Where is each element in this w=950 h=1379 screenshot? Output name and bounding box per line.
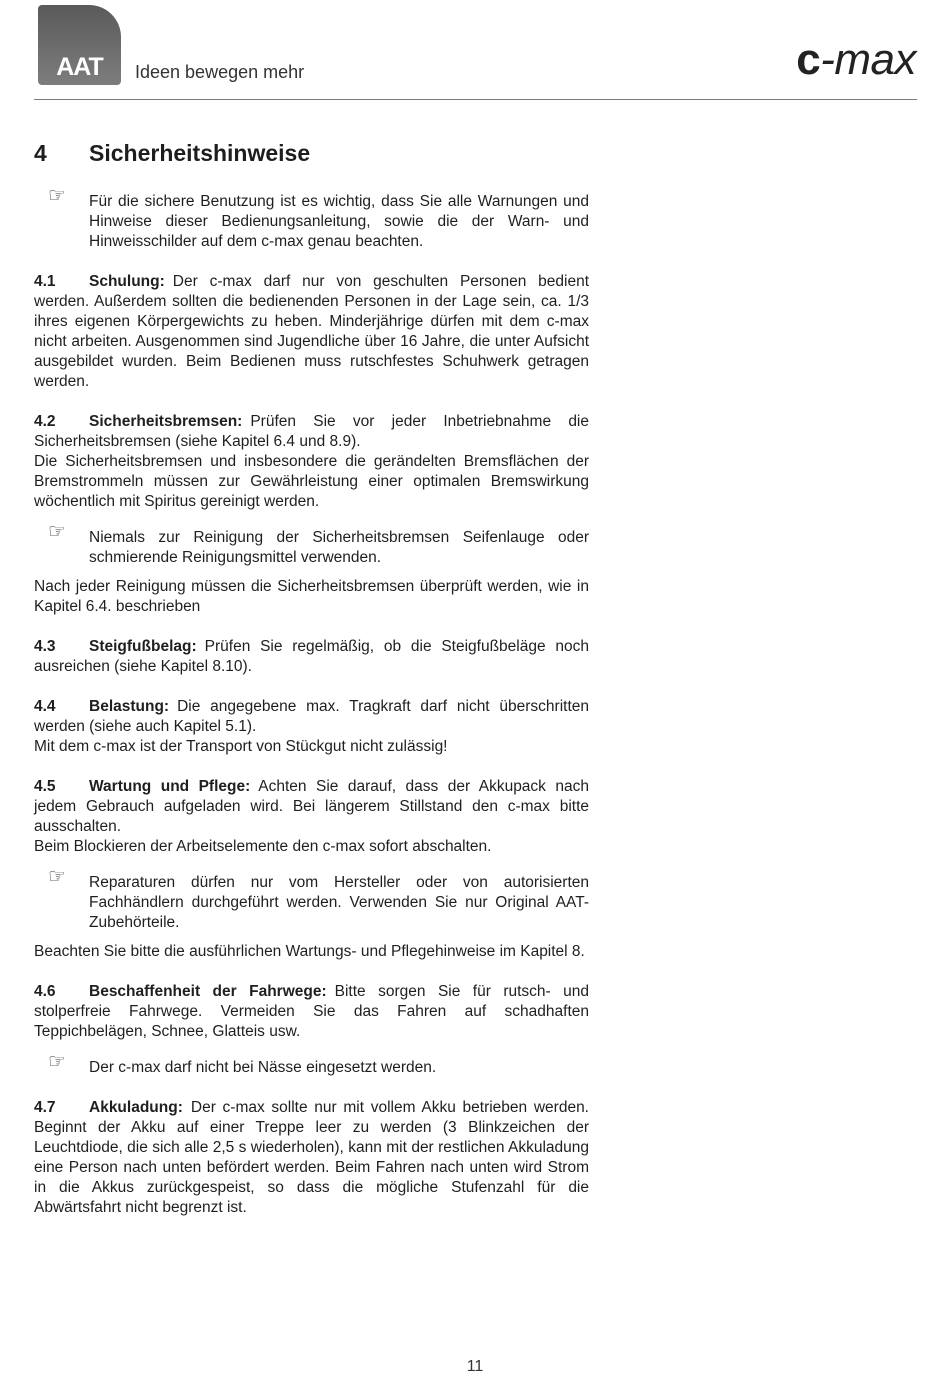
section-text: Achten Sie darauf, dass der Akkupack nach jedem Gebrauch aufgeladen wird. Bei längerem Stillstand den c-max bitte ausschalten. <box>34 778 589 835</box>
section-4-4 <box>34 697 589 757</box>
section-number: 4.6 <box>34 983 56 1000</box>
section-title: Wartung und Pflege: <box>89 778 251 795</box>
section-number: 4.7 <box>34 1099 56 1116</box>
note-text: Reparaturen dürfen nur vom Hersteller oder von autorisierten Fachhändlern durchgeführt werden. Verwenden Sie nur Original AAT-Zubehörteile. <box>89 874 589 931</box>
note-text: Der c-max darf nicht bei Nässe eingesetzt werden. <box>89 1059 437 1076</box>
section-paragraph: Die Sicherheitsbremsen und insbesondere die gerändelten Bremsflächen der Bremstrommeln müssen zur Gewährleistung einer optimalen Bremswirkung wöchentlich mit Spiritus gereinigt werden. <box>34 453 589 510</box>
brake-check-paragraph: Nach jeder Reinigung müssen die Sicherheitsbremsen überprüft werden, wie in Kapitel 6.4. beschrieben <box>34 578 589 615</box>
section-title: Steigfußbelag: <box>89 638 197 655</box>
section-4-3 <box>34 637 589 677</box>
note-text: Niemals zur Reinigung der Sicherheitsbremsen Seifenlauge oder schmierende Reinigungsmittel verwenden. <box>89 529 589 566</box>
aat-logo-text: AAT <box>56 53 103 81</box>
section-paragraph: Mit dem c-max ist der Transport von Stückgut nicht zulässig! <box>34 738 448 755</box>
section-paragraph: Beim Blockieren der Arbeitselemente den c-max sofort abschalten. <box>34 838 492 855</box>
section-number: 4.3 <box>34 638 56 655</box>
aat-logo <box>38 5 121 85</box>
repair-note <box>34 866 589 933</box>
section-text: Prüfen Sie vor jeder Inbetriebnahme die Sicherheitsbremsen (siehe Kapitel 6.4 und 8.9). <box>34 413 589 450</box>
section-4-2 <box>34 412 589 512</box>
brake-cleaning-note <box>34 521 589 568</box>
pointing-hand-icon: ☞ <box>48 866 66 888</box>
page-number: 11 <box>466 1358 484 1375</box>
pointing-hand-icon: ☞ <box>48 521 66 543</box>
tagline: Ideen bewegen mehr <box>135 62 305 82</box>
wet-conditions-note <box>34 1051 589 1078</box>
chapter-title: Sicherheitshinweise <box>89 140 311 166</box>
section-4-7 <box>34 1098 589 1218</box>
brand-rest: -max <box>820 35 916 84</box>
section-text: Der c-max darf nur von geschulten Personen bedient werden. Außerdem sollten die bedienenden Personen in der Lage sein, ca. 1/3 ihres eigenen Körpergewichts zu heben. Minderjährige dürfen mit dem c-max nicht arbeiten. Ausgenommen sind Jugendliche über 16 Jahre, die unter Aufsicht ausgebildet wurden. Beim Bedienen muss rutschfestes Schuhwerk getragen werden. <box>34 273 589 390</box>
c-max-logo <box>796 35 916 84</box>
section-title: Belastung: <box>89 698 170 715</box>
document-body <box>34 185 589 1238</box>
maintenance-paragraph: Beachten Sie bitte die ausführlichen Wartungs- und Pflegehinweise im Kapitel 8. <box>34 943 585 960</box>
section-number: 4.4 <box>34 698 56 715</box>
section-title: Sicherheitsbremsen: <box>89 413 243 430</box>
section-text: Der c-max sollte nur mit vollem Akku betrieben werden. Beginnt der Akku auf einer Treppe leer zu werden (3 Blinkzeichen der Leuchtdiode, die sich alle 2,5 s wiederholen), kann mit der restlichen Akkuladung eine Person nach unten befördert werden. Beim Fahren nach unten wird Strom in die Akkus zurückgespeist, so dass die mögliche Stufenzahl für die Abwärtsfahrt nicht begrenzt ist. <box>34 1099 589 1216</box>
section-text: Bitte sorgen Sie für rutsch- und stolperfreie Fahrwege. Vermeiden Sie das Fahren auf schadhaften Teppichbelägen, Schnee, Glatteis usw. <box>34 983 589 1040</box>
chapter-number: 4 <box>34 140 47 166</box>
section-number: 4.5 <box>34 778 56 795</box>
intro-note-text: Für die sichere Benutzung ist es wichtig, dass Sie alle Warnungen und Hinweise dieser Bedienungsanleitung, sowie die der Warn- und Hinweisschilder auf dem c-max genau beachten. <box>89 193 589 250</box>
section-title: Schulung: <box>89 273 165 290</box>
section-4-5 <box>34 777 589 857</box>
brand-c: c <box>796 35 821 84</box>
section-title: Akkuladung: <box>89 1099 183 1116</box>
pointing-hand-icon: ☞ <box>48 185 66 207</box>
pointing-hand-icon: ☞ <box>48 1051 66 1073</box>
section-title: Beschaffenheit der Fahrwege: <box>89 983 327 1000</box>
intro-note <box>34 185 589 252</box>
section-text: Die angegebene max. Tragkraft darf nicht überschritten werden (siehe auch Kapitel 5.1). <box>34 698 589 735</box>
page-title <box>34 140 310 167</box>
section-4-6 <box>34 982 589 1042</box>
header-rule <box>34 99 917 100</box>
section-number: 4.1 <box>34 273 56 290</box>
section-text: Prüfen Sie regelmäßig, ob die Steigfußbeläge noch ausreichen (siehe Kapitel 8.10). <box>34 638 589 675</box>
section-number: 4.2 <box>34 413 56 430</box>
section-4-1 <box>34 272 589 392</box>
